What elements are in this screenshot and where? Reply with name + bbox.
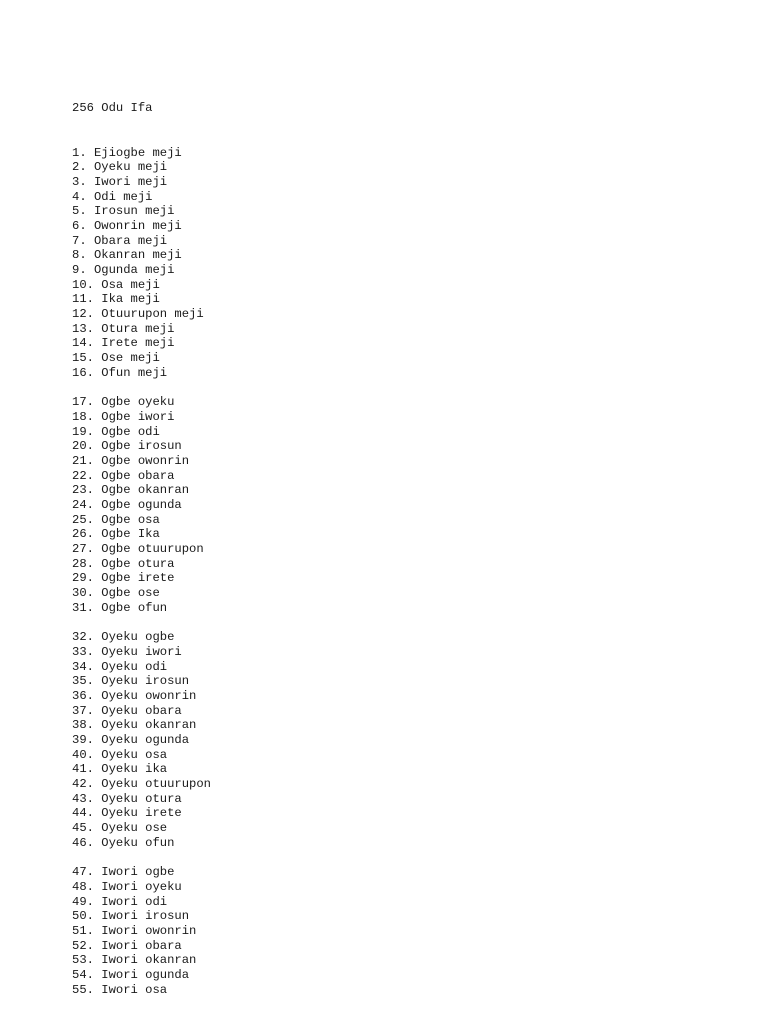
list-item: 54. Iwori ogunda (72, 968, 190, 982)
list-item: 27. Ogbe otuurupon (72, 542, 204, 557)
list-item: 55. Iwori osa (72, 982, 168, 997)
list-item: 21. Ogbe owonrin (72, 453, 190, 468)
list-item: 41. Oyeku ika (72, 762, 168, 777)
list-item: 29. Ogbe irete (72, 571, 175, 586)
list-item: 44. Oyeku irete (72, 806, 182, 821)
list-item: 39. Oyeku ogunda (72, 733, 190, 747)
list-item: 10. Osa meji (72, 277, 160, 292)
list-item: 35. Oyeku irosun (72, 674, 190, 689)
list-item: 4. Odi meji (72, 189, 153, 204)
list-item: 30. Ogbe ose (72, 586, 160, 601)
list-item: 23. Ogbe okanran (72, 483, 190, 498)
document-page (72, 72, 211, 1012)
odu-section (72, 630, 211, 850)
list-item: 13. Otura meji (72, 321, 175, 336)
list-item: 7. Obara meji (72, 233, 168, 248)
list-item: 46. Oyeku ofun (72, 835, 175, 850)
list-item: 40. Oyeku osa (72, 747, 168, 762)
list-item: 8. Okanran meji (72, 248, 182, 263)
list-item: 47. Iwori ogbe (72, 865, 175, 880)
list-item: 31. Ogbe ofun (72, 600, 168, 615)
list-item: 50. Iwori irosun (72, 909, 190, 924)
list-item: 34. Oyeku odi (72, 659, 168, 674)
list-item: 20. Ogbe irosun (72, 439, 182, 454)
list-item: 18. Ogbe iwori (72, 409, 175, 424)
list-item: 52. Iwori obara (72, 938, 182, 953)
list-item: 43. Oyeku otura (72, 791, 182, 806)
list-item: 6. Owonrin meji (72, 218, 182, 233)
list-item: 53. Iwori okanran (72, 953, 197, 968)
list-item: 19. Ogbe odi (72, 424, 160, 439)
list-item: 26. Ogbe Ika (72, 527, 160, 542)
list-item: 11. Ika meji (72, 292, 160, 307)
list-item: 2. Oyeku meji (72, 160, 168, 175)
list-item: 28. Ogbe otura (72, 556, 175, 571)
section-spacer (72, 616, 211, 631)
odu-section (72, 395, 211, 615)
list-item: 45. Oyeku ose (72, 821, 168, 836)
list-item: 32. Oyeku ogbe (72, 630, 175, 645)
document-title: 256 Odu Ifa (72, 101, 153, 116)
list-item: 16. Ofun meji (72, 365, 168, 380)
list-item: 12. Otuurupon meji (72, 307, 204, 322)
list-item: 1. Ejiogbe meji (72, 145, 182, 160)
list-item: 15. Ose meji (72, 351, 160, 366)
section-spacer (72, 851, 211, 866)
list-item: 9. Ogunda meji (72, 263, 175, 277)
section-spacer (72, 381, 211, 396)
list-item: 38. Oyeku okanran (72, 718, 197, 733)
odu-section (72, 146, 211, 381)
list-item: 24. Ogbe ogunda (72, 498, 182, 512)
list-item: 51. Iwori owonrin (72, 923, 197, 938)
list-item: 48. Iwori oyeku (72, 879, 182, 894)
list-item: 14. Irete meji (72, 336, 175, 351)
list-item: 33. Oyeku iwori (72, 644, 182, 659)
odu-list (72, 146, 211, 998)
list-item: 17. Ogbe oyeku (72, 395, 175, 410)
list-item: 3. Iwori meji (72, 174, 168, 189)
list-item: 36. Oyeku owonrin (72, 688, 197, 703)
list-item: 49. Iwori odi (72, 894, 168, 909)
list-item: 22. Ogbe obara (72, 468, 175, 483)
list-item: 25. Ogbe osa (72, 512, 160, 527)
list-item: 37. Oyeku obara (72, 703, 182, 718)
odu-section (72, 865, 211, 997)
list-item: 42. Oyeku otuurupon (72, 777, 211, 792)
list-item: 5. Irosun meji (72, 204, 175, 219)
